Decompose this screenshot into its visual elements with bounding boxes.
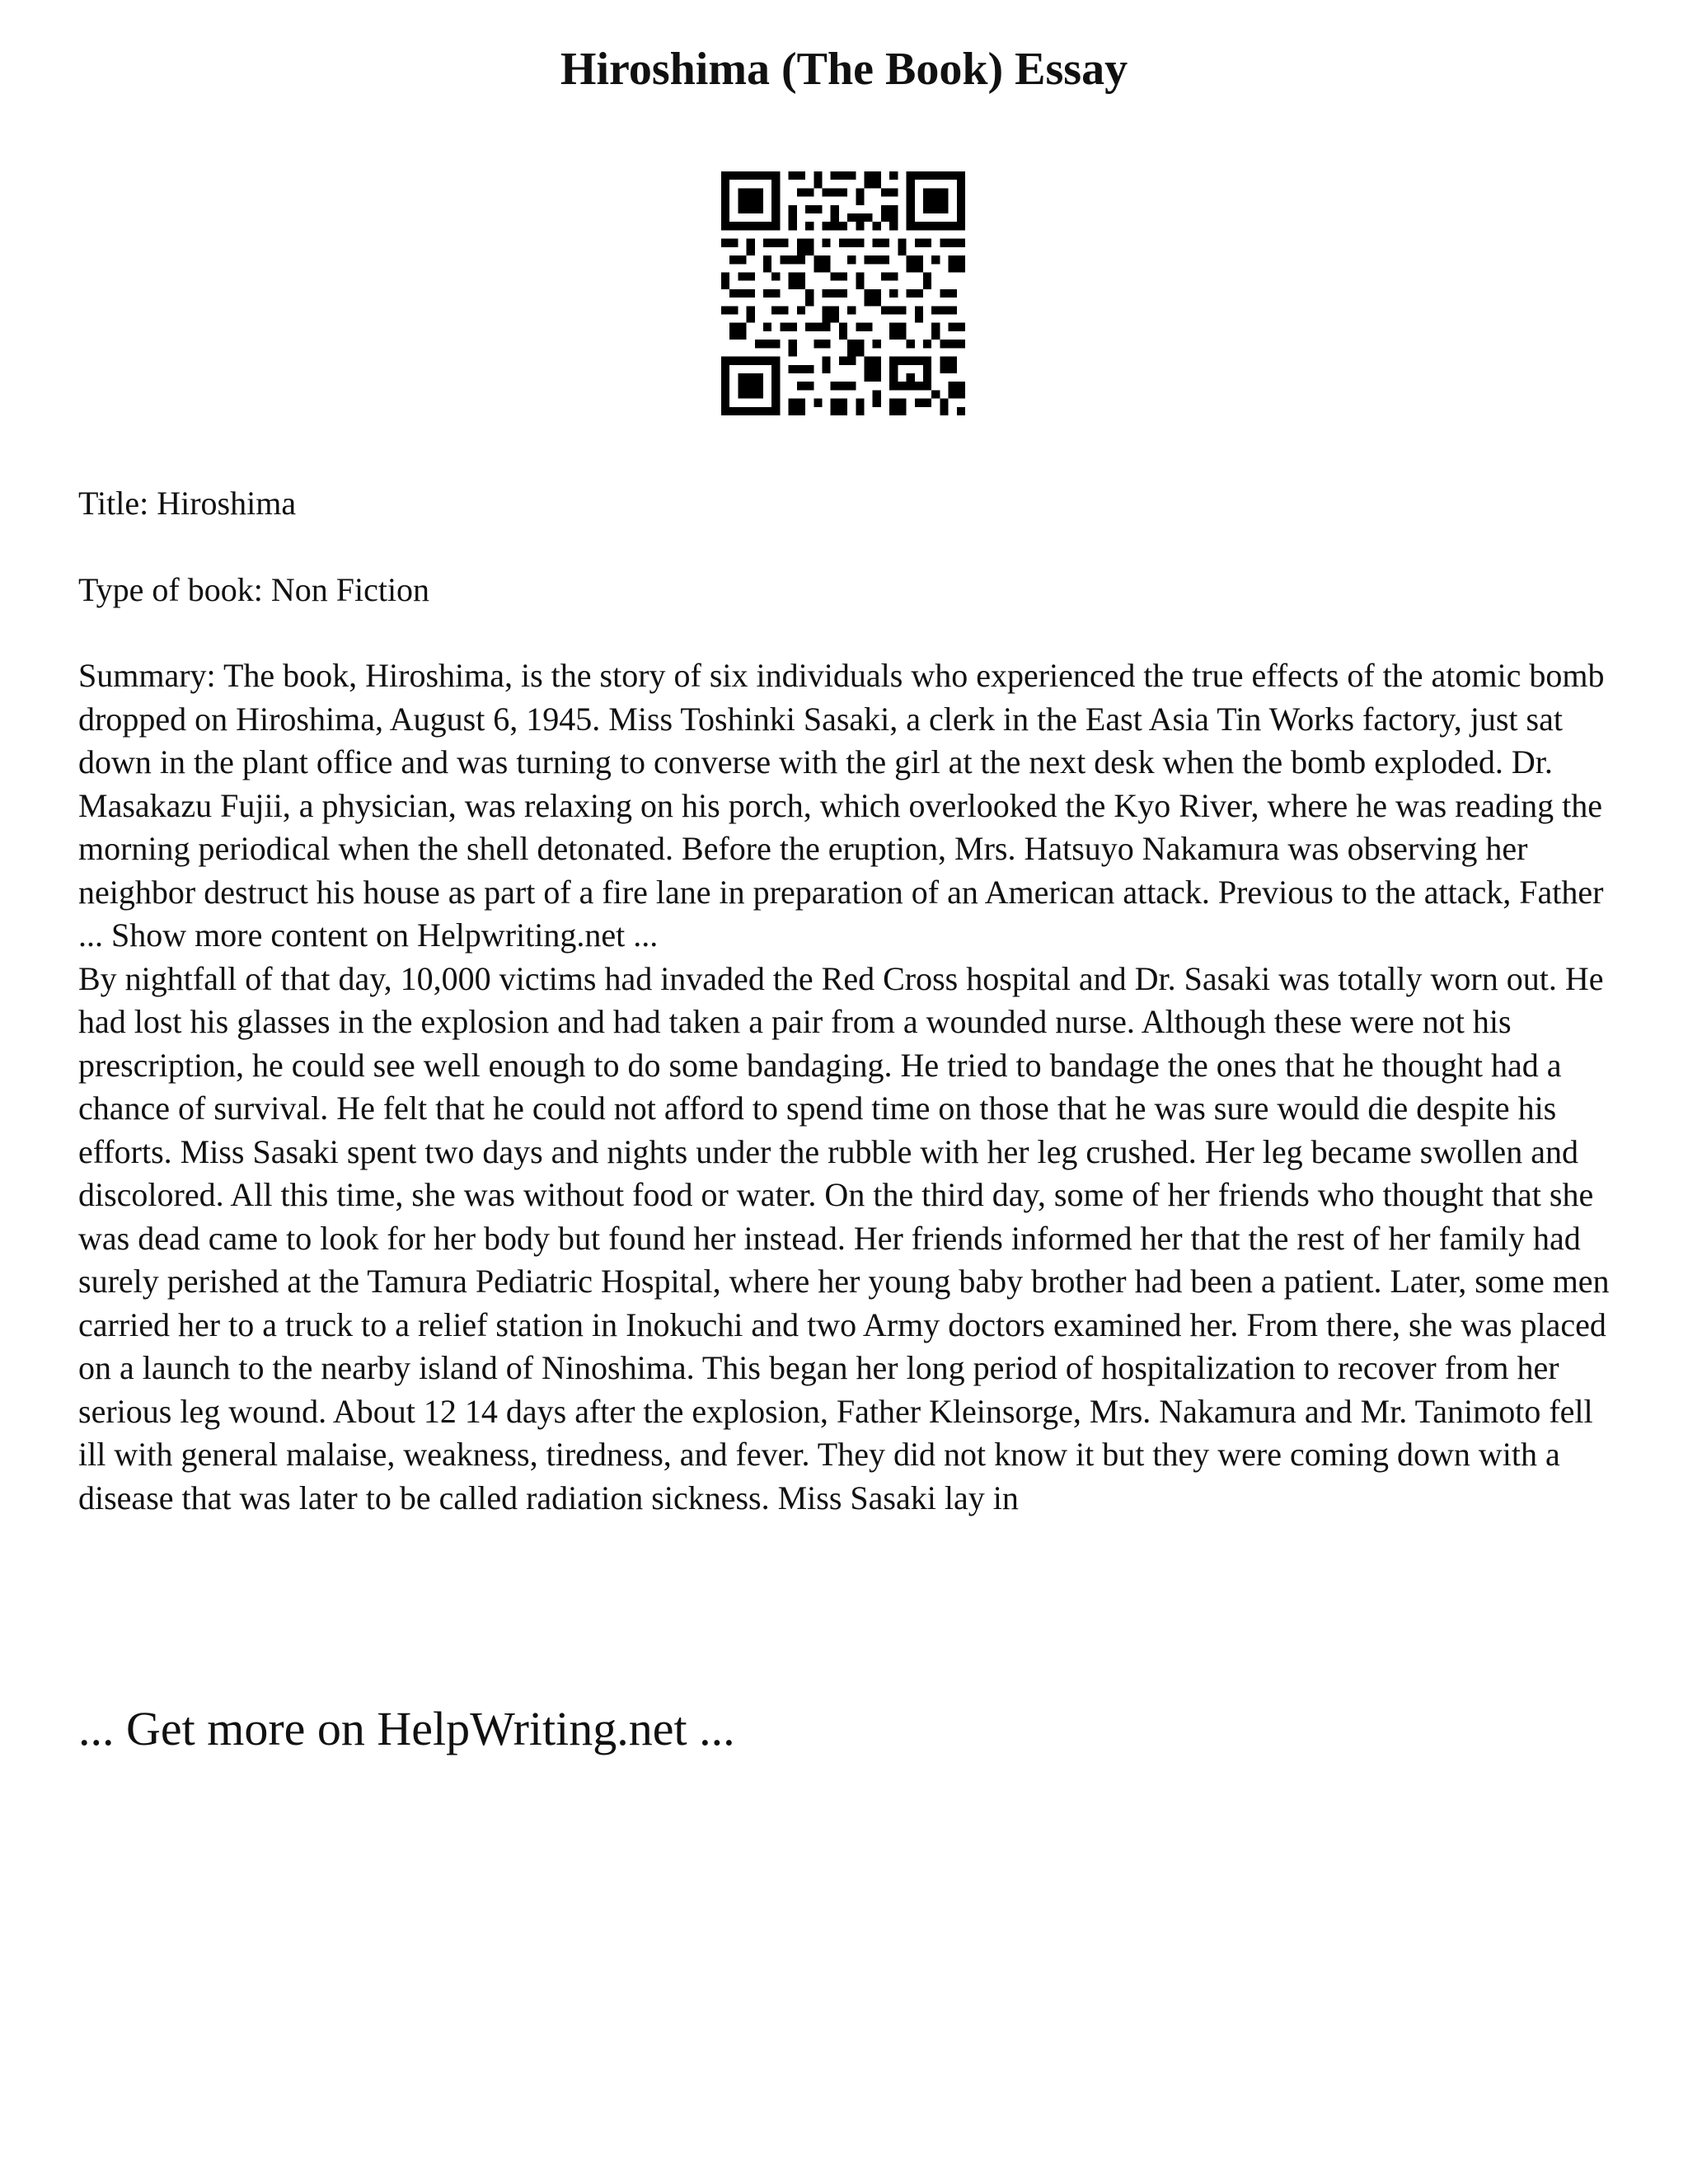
spacer xyxy=(78,612,1628,654)
spacer xyxy=(78,526,1628,569)
footer-link-text: ... Get more on HelpWriting.net ... xyxy=(78,1702,735,1755)
type-field: Type of book: Non Fiction xyxy=(78,570,430,608)
document-title: Hiroshima (The Book) Essay xyxy=(560,44,1128,95)
body-paragraph: By nightfall of that day, 10,000 victims had invaded the Red Cross hospital and Dr. Sasaki was totally worn out. He had lost his glasses in the explosion and had taken a pair from a wounded nurse. Although these were not his prescription, he could see well enough to do some bandaging. He tried to bandage the ones that he thought had a chance of survival. He felt that he could not afford to spend time on those that he was sure would die despite his efforts. Miss Sasaki spent two days and nights under the rubble with her leg crushed. Her leg became swollen and discolored. All this time, she was without food or water. On the third day, some of her friends who thought that she was dead came to look for her body but found her instead. Her friends informed her that the rest of her family had surely perished at the Tamura Pediatric Hospital, where her young baby brother had been a patient. Later, some men carried her to a truck to a relief station in Inokuchi and two Army doctors examined her. From there, she was placed on a launch to the nearby island of Ninoshima. This began her long period of hospitalization to recover from her serious leg wound. About 12 14 days after the explosion, Father Kleinsorge, Mrs. Nakamura and Mr. Tanimoto fell ill with general malaise, weakness, tiredness, and fever. They did not know it but they were coming down with a disease that was later to be called radiation sickness. Miss Sasaki lay in xyxy=(78,959,1610,1516)
summary-paragraph: Summary: The book, Hiroshima, is the story of six individuals who experienced the true effects of the atomic bomb dropped on Hiroshima, August 6, 1945. Miss Toshinki Sasaki, a clerk in the East Asia Tin Works factory, just sat down in the plant office and was turning to converse with the girl at the next desk when the bomb exploded. Dr. Masakazu Fujii, a physician, was relaxing on his porch, which overlooked the Kyo River, where he was reading the morning periodical when the shell detonated. Before the eruption, Mrs. Hatsuyo Nakamura was observing her neighbor destruct his house as part of a fire lane in preparation of an American attack. Previous to the attack, Father ... Show more content on Helpwriting.net ... xyxy=(78,657,1605,954)
qr-code xyxy=(721,171,965,415)
document-body xyxy=(78,482,1628,1520)
title-field: Title: Hiroshima xyxy=(78,485,297,522)
